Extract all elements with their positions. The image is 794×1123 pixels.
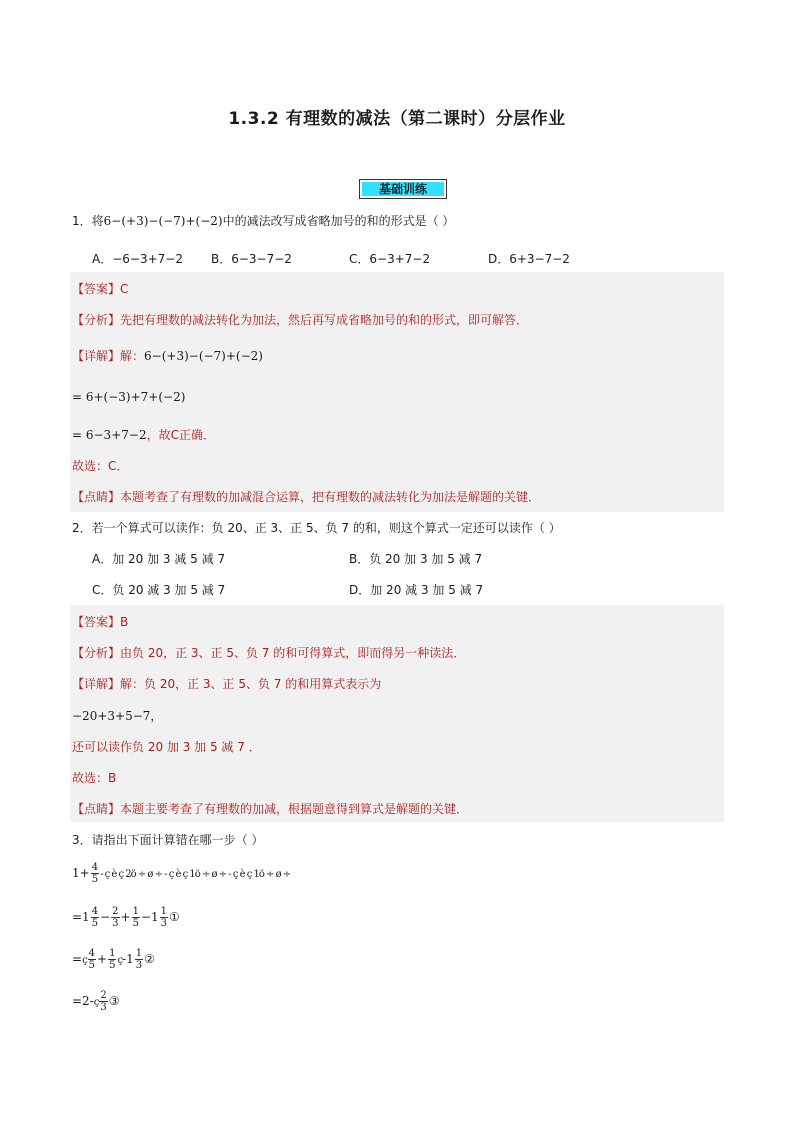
q2-detail: 【详解】解：负 20，正 3、正 5、负 7 的和用算式表示为 xyxy=(72,677,382,691)
q2-option-a: A．加 20 加 3 减 5 减 7 xyxy=(92,552,226,566)
q3-line-1: =1 $\frac{4}{5}$ − $\frac{2}{3}$ + $\frac{1}{5}$ −1 $\frac{1}{3}$ ① xyxy=(72,906,180,929)
question-1-stem: 1．将6−(+3)−(−7)+(−2)中的减法改写成省略加号的和的形式是（ ） xyxy=(72,214,455,228)
q1-option-d: D．6+3−7−2 xyxy=(488,252,570,266)
q1-detail: 【详解】解：6−(+3)−(−7)+(−2) xyxy=(72,349,263,363)
q1-option-b: B．6−3−7−2 xyxy=(211,252,292,266)
q2-solution-block xyxy=(70,605,724,822)
q3-line-0: 1+ $\frac{4}{5}$ - ç è ç 2ö ÷ ø ÷ - ç è ç 1ö ÷ ø ÷ - ç è ç 1ö ÷ ø ÷ xyxy=(72,862,291,885)
q1-choice: 故选：C． xyxy=(72,459,129,473)
q1-comment: 【点睛】本题考查了有理数的加减混合运算，把有理数的减法转化为加法是解题的关键． xyxy=(72,490,541,504)
page-title: 1.3.2 有理数的减法（第二课时）分层作业 xyxy=(228,109,566,129)
q1-analysis: 【分析】先把有理数的减法转化为加法，然后再写成省略加号的和的形式，即可解答． xyxy=(72,313,529,327)
q2-analysis: 【分析】由负 20，正 3、正 5、负 7 的和可得算式，即而得另一种读法． xyxy=(72,646,466,660)
section-badge-label: 基础训练 xyxy=(362,182,444,196)
question-2-stem: 2．若一个算式可以读作：负 20、正 3、正 5、负 7 的和，则这个算式一定还可以读作（ ） xyxy=(72,521,561,535)
q2-choice: 故选：B xyxy=(72,771,117,785)
q2-option-d: D．加 20 减 3 加 5 减 7 xyxy=(349,583,484,597)
q1-option-c: C．6−3+7−2 xyxy=(349,252,431,266)
q1-step-1: = 6+(−3)+7+(−2) xyxy=(72,390,186,404)
q2-answer: 【答案】B xyxy=(72,615,129,629)
q1-step-2: = 6−3+7−2，故C正确． xyxy=(72,428,215,442)
q1-answer: 【答案】C xyxy=(72,282,129,296)
q1-option-a: A．−6−3+7−2 xyxy=(92,252,183,266)
q2-option-b: B．负 20 加 3 加 5 减 7 xyxy=(349,552,483,566)
q2-expression: −20+3+5−7， xyxy=(72,709,163,723)
question-3-stem: 3．请指出下面计算错在哪一步（ ） xyxy=(72,833,264,847)
q3-line-3: =2-ç $\frac{2}{3}$ ③ xyxy=(72,990,120,1013)
q2-comment: 【点睛】本题主要考查了有理数的加减，根据题意得到算式是解题的关键． xyxy=(72,802,469,816)
q3-line-2: =ç $\frac{4}{5}$ + $\frac{1}{5}$ ç-1 $\frac{1}{3}$ ② xyxy=(72,948,155,971)
q2-reading: 还可以读作负 20 加 3 加 5 减 7 ． xyxy=(72,740,261,754)
q2-option-c: C．负 20 减 3 加 5 减 7 xyxy=(92,583,226,597)
section-badge xyxy=(359,179,447,199)
